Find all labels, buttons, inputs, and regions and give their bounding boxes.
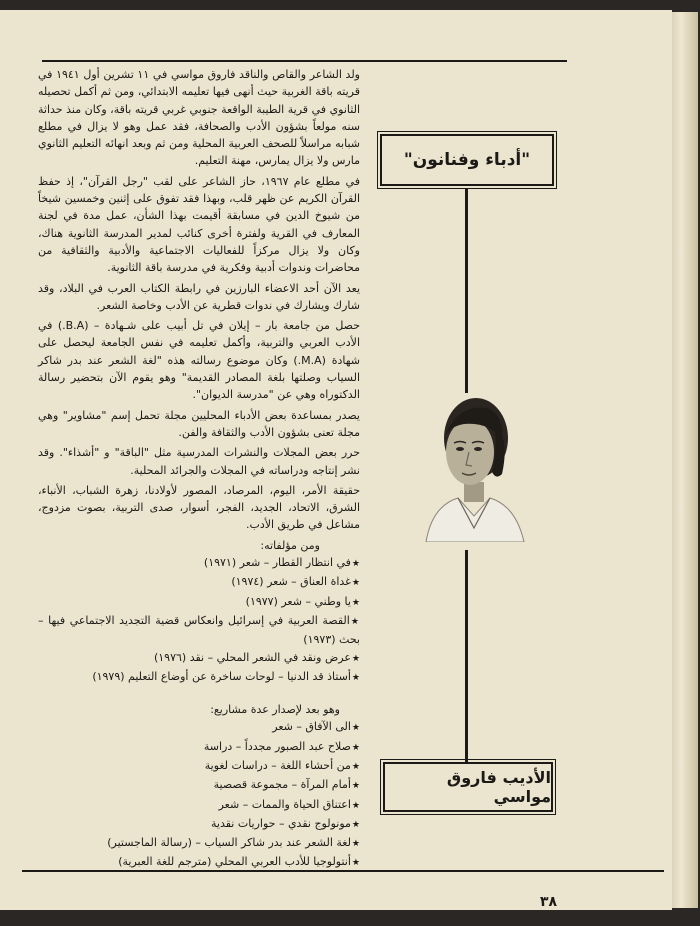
works-item: ★ أستاذ قد الدنيا – لوحات ساخرة عن أوضاع التعليم (١٩٧٩): [38, 668, 360, 687]
portrait-illustration: [418, 394, 530, 542]
works-list: [38, 554, 360, 687]
projects-item: ★ من أحشاء اللغة – دراسات لغوية: [38, 757, 360, 776]
caption-box: [383, 762, 553, 812]
bio-paragraph-5: يصدر بمساعدة بعض الأدباء المحليين مجلة تحمل إسم "مشاوير" وهي مجلة تعنى بشؤون الأدب والثقافة والفن.: [38, 408, 360, 439]
author-caption: الأديب فاروق مواسي: [446, 768, 551, 806]
bottom-rule: [22, 870, 664, 872]
works-item: ★ القصة العربية في إسرائيل وانعكاس قضية التجديد الاجتماعي فيها – بحث (١٩٧٣): [38, 612, 360, 649]
bio-paragraph-3: يعد الآن أحد الاعضاء البارزين في رابطة الكتاب العرب في البلاد، وقد شارك ويشارك في ندوات قطرية عن الأدب وخاصة الشعر.: [38, 281, 360, 312]
top-rule: [42, 60, 567, 62]
connector-line-bottom: [465, 550, 468, 762]
section-title: "أدباء وفنانون": [403, 150, 531, 170]
projects-item: ★ مونولوج نقدي – حواريات نقدية: [38, 815, 360, 834]
works-heading: ومن مؤلفاته:: [260, 538, 320, 552]
projects-item: ★ لغة الشعر عند بدر شاكر السياب – (رسالة الماجستير): [38, 834, 360, 853]
projects-item: ★ صلاح عبد الصبور مجدداً – دراسة: [38, 738, 360, 757]
projects-item: ★ اعتناق الحياة والممات – شعر: [38, 796, 360, 815]
projects-item: ★ أمام المرآة – مجموعة قصصية: [38, 776, 360, 795]
bio-paragraph-4: حصل من جامعة بار – إيلان في تل أبيب على شـهادة – (B.A.) في الأدب العربي والتربية، وأكمل تعليمه في نفس الجامعة ليحصل على شهادة (M.A.) وكان موضوع رسالته هذه "لغة الشعر عند بدر شاكر السياب وصلتها بلغة المصادر القديمة" وهو يقوم الآن بتحضير رسالة الدكتوراه وهي عن "مدرسة الديوان".: [38, 319, 360, 402]
connector-line-top: [465, 188, 468, 393]
section-title-box: [380, 134, 554, 186]
works-item: ★ يا وطني – شعر (١٩٧٧): [38, 593, 360, 612]
book-spine: [670, 12, 698, 908]
page-number: ٣٨: [540, 894, 558, 910]
bio-paragraph-1: ولد الشاعر والقاص والناقد فاروق مواسي في ١١ تشرين أول ١٩٤١ في قريته باقة الغربية حيث أنهى فيها تعليمه الابتدائي، ومن ثم أكمل تحصيله الثانوي في قرية الطيبة الواقعة جنوبي غربي قريته باقة، وكان منذ حداثة سنه مولعاً بشؤون الأدب والصحافة، فقد عمل وهو لا يزال في مطلع شبابه مراسلاً للصحف العربية المحلية ومن ثم وبعد انهائه التعليم الثانوي مارس ولا يزال يمارس، مهنة التعليم.: [38, 68, 360, 168]
author-portrait: [418, 394, 530, 542]
projects-item: ★ الى الآفاق – شعر: [38, 718, 360, 737]
works-item: ★ غداة العناق – شعر (١٩٧٤): [38, 573, 360, 592]
works-item: ★ في انتظار القطار – شعر (١٩٧١): [38, 554, 360, 573]
bio-paragraph-7: حقيقة الأمر، اليوم، المرصاد، المصور لأولادنا، زهرة الشباب، الأنباء، الشرق، الاتحاد، الجديد، الفجر، أسوار، صدى التربية، بصوت مزدوج، مشاعل في طريق الأدب.: [38, 483, 360, 532]
bio-paragraph-2: في مطلع عام ١٩٦٧، حاز الشاعر على لقب "رجل القرآن"، إذ حفظ القرآن الكريم عن ظهر قلب، وبهذا فقد تفوق على إثنين وخمسين شيخاً من شيوخ الدين في مسابقة أقيمت بهذا الشأن، عمل مدة في لجنة المعارف في القرية ولفترة أخرى كنائب لمدير المدرسة الثانوية هناك، وكان ولا يزال مركزاً للفعاليات الاجتماعية والأدبية والثقافية من محاضرات وندوات أدبية وفكرية في مدرسة باقة الثانوية.: [38, 174, 360, 275]
projects-item: ★ أنتولوجيا للأدب العربي المحلي (مترجم للغة العبرية): [38, 853, 360, 872]
magazine-page: [0, 10, 672, 910]
section-spacer: [38, 687, 360, 701]
projects-heading: وهو بعد لإصدار عدة مشاريع:: [210, 703, 340, 717]
bio-paragraph-6: حرر بعض المجلات والنشرات المدرسية مثل "الباقة" و "أشذاء". وقد نشر إنتاجه ودراساته في المجلات والجرائد المحلية.: [38, 446, 360, 477]
projects-list: [38, 718, 360, 872]
works-item: ★ عرض ونقد في الشعر المحلي – نقد (١٩٧٦): [38, 649, 360, 668]
biography-column: [38, 66, 360, 869]
